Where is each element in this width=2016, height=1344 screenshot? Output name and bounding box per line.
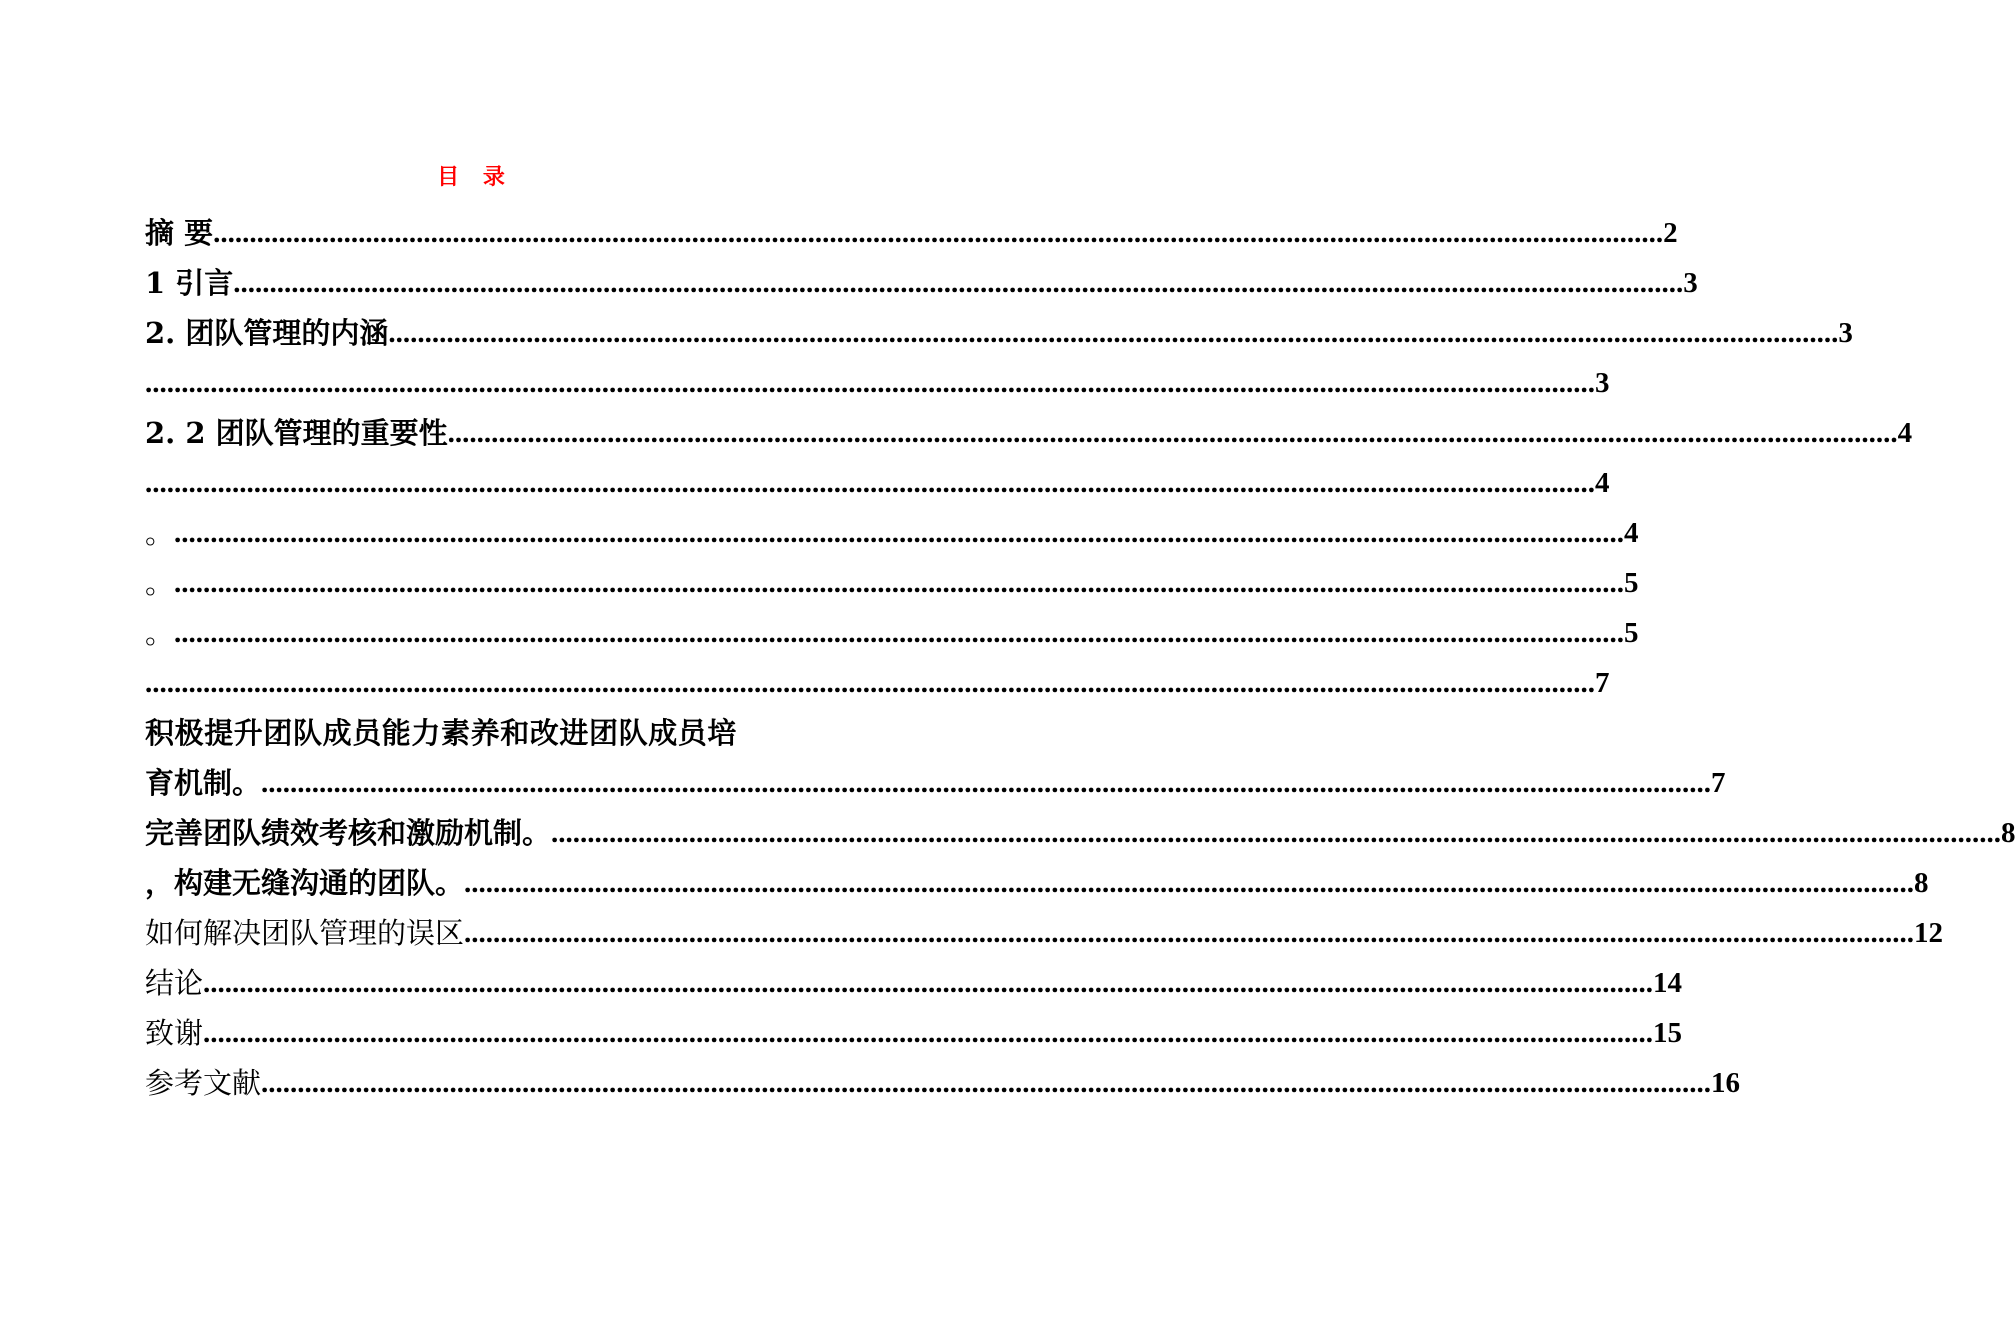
toc-entry-text: 。: [145, 516, 175, 550]
toc-leader-dots: ........................................................................................................................................................................................................: [174, 567, 1625, 599]
toc-leader-dots: ........................................................................................................................................................................................................: [203, 1017, 1654, 1049]
toc-leader-dots: ........................................................................................................................................................................................................: [145, 667, 1595, 699]
toc-entry-text: 参考文献: [145, 1066, 262, 1100]
toc-entry-text: 致谢: [145, 1016, 204, 1050]
toc-leader-dots: ........................................................................................................................................................................................................: [145, 367, 1595, 399]
toc-entry: [145, 308, 1853, 358]
toc-entry-text: 1 引言: [145, 266, 234, 300]
toc-entry-page: 16: [1711, 1067, 1741, 1099]
toc-entry-page: 4: [1624, 517, 1639, 549]
toc-entry: [145, 358, 1610, 408]
toc-entry-text: 。: [145, 566, 175, 600]
table-of-contents: [145, 208, 2016, 1108]
toc-leader-dots: ........................................................................................................................................................................................................: [551, 817, 2002, 849]
toc-entry: [145, 558, 1639, 608]
toc-leader-dots: ........................................................................................................................................................................................................: [447, 417, 1898, 449]
toc-leader-dots: ........................................................................................................................................................................................................: [464, 917, 1915, 949]
toc-entry-wrapped-text: 积极提升团队成员能力素养和改进团队成员培: [145, 716, 738, 750]
toc-entry-page: 5: [1624, 567, 1639, 599]
toc-entry-page: 15: [1653, 1017, 1683, 1049]
toc-entry-text: ，构建无缝沟通的团队。: [145, 866, 465, 900]
toc-entry: [145, 408, 1913, 458]
toc-leader-dots: ........................................................................................................................................................................................................: [464, 867, 1915, 899]
toc-leader-dots: ........................................................................................................................................................................................................: [261, 767, 1712, 799]
toc-leader-dots: ........................................................................................................................................................................................................: [233, 267, 1684, 299]
toc-entry-page: 4: [1595, 467, 1610, 499]
toc-leader-dots: ........................................................................................................................................................................................................: [261, 1067, 1712, 1099]
toc-entry-text: 2. 2 团队管理的重要性: [145, 416, 448, 450]
toc-leader-dots: ........................................................................................................................................................................................................: [203, 967, 1654, 999]
toc-entry-page: 8: [2001, 817, 2016, 849]
toc-entry: [145, 258, 1698, 308]
toc-entry-text: 如何解决团队管理的误区: [145, 916, 465, 950]
toc-entry-text: 2. 团队管理的内涵: [145, 316, 389, 350]
toc-entry: [145, 1058, 1741, 1108]
toc-title: 目 录: [437, 165, 513, 190]
toc-leader-dots: ........................................................................................................................................................................................................: [174, 517, 1625, 549]
toc-entry: [145, 758, 1726, 808]
toc-entry-text: 结论: [145, 966, 204, 1000]
toc-entry: [145, 808, 2016, 858]
toc-entry-page: 12: [1914, 917, 1944, 949]
toc-entry: [145, 858, 1929, 908]
toc-entry: [145, 508, 1639, 558]
toc-leader-dots: ........................................................................................................................................................................................................: [213, 217, 1664, 249]
toc-entry-page: 4: [1897, 417, 1913, 449]
toc-entry-page: 5: [1624, 617, 1639, 649]
toc-entry: [145, 958, 1683, 1008]
toc-entry-page: 3: [1595, 367, 1610, 399]
toc-entry: [145, 1008, 1683, 1058]
toc-leader-dots: ........................................................................................................................................................................................................: [145, 467, 1595, 499]
toc-entry-text: 。: [145, 616, 175, 650]
toc-entry-page: 8: [1914, 867, 1929, 899]
toc-leader-dots: ........................................................................................................................................................................................................: [174, 617, 1625, 649]
toc-entry-page: 2: [1663, 217, 1678, 249]
toc-entry-page: 14: [1653, 967, 1683, 999]
toc-entry-page: 3: [1838, 317, 1853, 349]
toc-entry-page: 3: [1683, 267, 1698, 299]
toc-entry-text: 完善团队绩效考核和激励机制。: [145, 816, 552, 850]
toc-entry: [145, 208, 1678, 258]
toc-leader-dots: ........................................................................................................................................................................................................: [388, 317, 1839, 349]
toc-entry: [145, 658, 1610, 708]
toc-entry: [145, 908, 1944, 958]
toc-entry: [145, 608, 1639, 658]
toc-entry-text: 摘 要: [145, 216, 214, 250]
toc-entry-page: 7: [1595, 667, 1610, 699]
toc-entry-text: 育机制。: [145, 766, 262, 800]
toc-entry-page: 7: [1711, 767, 1726, 799]
toc-entry: [145, 458, 1610, 508]
